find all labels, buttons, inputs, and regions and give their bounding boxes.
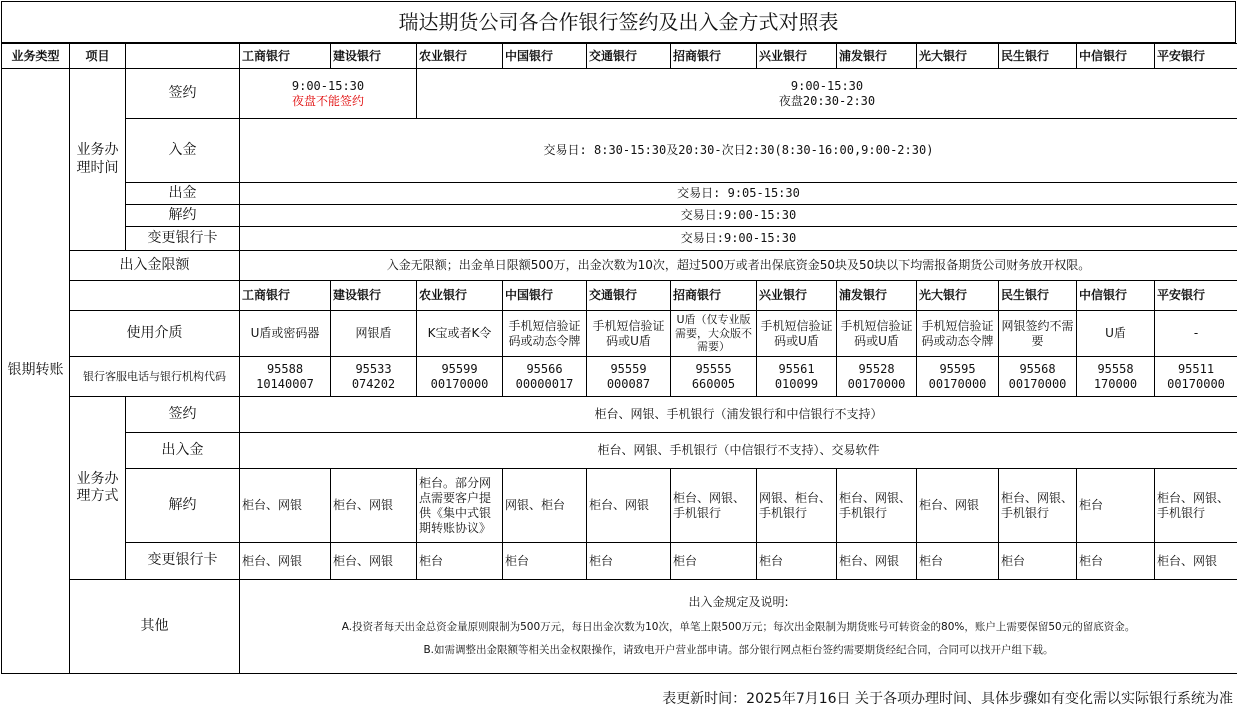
org-code: 660005 [691,376,736,391]
table-row [2,227,1237,251]
other-notes [240,580,1237,674]
org-code: 00000017 [515,376,574,391]
bank-code-cell [1155,357,1237,397]
org-code: 00170000 [928,376,987,391]
bank-header: 平安银行 [1155,281,1237,311]
org-code: 170000 [1093,376,1138,391]
change-method-cell: 柜台 [417,543,503,580]
table-row [2,251,1237,281]
row-label: 其他 [70,580,240,674]
change-method-cell: 柜台 [999,543,1077,580]
cancel-method-cell: 柜台、网银 [240,469,331,543]
change-time: 交易日:9:00-15:30 [240,227,1237,251]
phone: 95558 [1097,361,1134,376]
withdraw-time: 交易日: 9:05-15:30 [240,183,1237,205]
cancel-method-cell: 柜台、网银 [331,469,417,543]
phone: 95533 [355,361,392,376]
row-label: 银行客服电话与银行机构代码 [70,357,240,397]
phone: 95599 [441,361,478,376]
notes-heading: 出入金规定及说明: [688,595,789,610]
change-method-cell: 柜台 [1077,543,1155,580]
row-label: 出入金限额 [70,251,240,281]
org-code: 00170000 [1008,376,1067,391]
row-label: 出入金 [126,433,240,469]
media-cell: U盾（仅专业版需要，大众版不需要） [671,311,757,357]
bank-header: 浦发银行 [837,44,917,69]
cancel-method-cell: 网银、柜台 [503,469,587,543]
media-cell: 手机短信验证码或动态令牌 [917,311,999,357]
row-label: 入金 [126,119,240,183]
note-a: A.投资者每天出金总资金量原则限制为500万元，每日出金次数为10次，单笔上限500万元；每次出金限制为期货账号可转资金的80%，账户上需要保留50元的留底资金。 [341,620,1136,633]
org-code: 010099 [774,376,819,391]
cancel-method-cell: 柜台、网银 [917,469,999,543]
blank-header [126,44,240,69]
bank-header: 兴业银行 [757,281,837,311]
update-note: 表更新时间：2025年7月16日 关于各项办理时间、具体步骤如有变化需以实际银行系统为准 [662,691,1233,707]
sign-method: 柜台、网银、手机银行（浦发银行和中信银行不支持） [240,397,1237,433]
bank-code-cell [999,357,1077,397]
sign-time-others [417,69,1237,119]
change-method-cell: 柜台、网银 [331,543,417,580]
bank-header: 招商银行 [671,281,757,311]
org-code: 074202 [351,376,396,391]
bank-header: 光大银行 [917,44,999,69]
change-method-cell: 柜台 [671,543,757,580]
cancel-method-cell: 柜台。部分网点需要客户提供《集中式银期转账协议》 [417,469,503,543]
row-label: 变更银行卡 [126,543,240,580]
bank-header: 中信银行 [1077,281,1155,311]
org-code: 00170000 [847,376,906,391]
media-cell: 网银签约不需要 [999,311,1077,357]
change-method-cell: 柜台、网银 [240,543,331,580]
row-label: 变更银行卡 [126,227,240,251]
cancel-time: 交易日:9:00-15:30 [240,205,1237,227]
table-row [2,183,1237,205]
media-cell: K宝或者K令 [417,311,503,357]
org-code: 00170000 [1167,376,1225,391]
bank-header: 平安银行 [1155,44,1237,69]
sign-night-note: 夜盘不能签约 [291,93,364,108]
row-label: 解约 [126,469,240,543]
media-cell: 手机短信验证码或U盾 [837,311,917,357]
row-label: 出金 [126,183,240,205]
row-label: 使用介质 [70,311,240,357]
bank-header-row [2,281,1237,311]
table-row [2,69,1237,119]
cancel-method-cell: 柜台、网银、手机银行 [999,469,1077,543]
bank-header: 建设银行 [331,281,417,311]
bank-code-cell [240,357,331,397]
change-method-cell: 柜台 [503,543,587,580]
bank-header: 光大银行 [917,281,999,311]
org-code: 00170000 [430,376,489,391]
table-row [2,397,1237,433]
bank-header: 中国银行 [503,44,587,69]
table-row [2,469,1237,543]
sign-night-time: 夜盘20:30-2:30 [778,93,876,108]
row-label: 签约 [126,397,240,433]
table-row [2,311,1237,357]
bank-header: 交通银行 [587,281,671,311]
comparison-table [1,43,1237,674]
sign-time: 9:00-15:30 [790,78,864,93]
change-method-cell: 柜台 [757,543,837,580]
bank-header: 招商银行 [671,44,757,69]
bank-header: 农业银行 [417,281,503,311]
bank-code-cell [587,357,671,397]
phone: 95559 [610,361,647,376]
media-cell: 网银盾 [331,311,417,357]
methods-group-label: 业务办理方式 [70,397,126,580]
note-b: B.如需调整出金限额等相关出金权限操作，请致电开户营业部申请。部分银行网点柜台签约需要期货经纪合同，合同可以找开户组下载。 [423,644,1054,657]
bank-header: 工商银行 [240,281,331,311]
limit-text: 入金无限额；出金单日限额500万，出金次数为10次，超过500万或者出保底资金50块及50块以下均需报备期货公司财务放开权限。 [240,251,1237,281]
table-row [2,543,1237,580]
bank-code-cell [757,357,837,397]
change-method-cell: 柜台 [917,543,999,580]
phone: 95555 [695,361,732,376]
table-row [2,433,1237,469]
cancel-method-cell: 网银、柜台、手机银行 [757,469,837,543]
table-row [2,205,1237,227]
bank-code-cell [503,357,587,397]
bank-header: 民生银行 [999,44,1077,69]
category-label: 银期转账 [2,69,70,674]
media-cell: U盾或密码器 [240,311,331,357]
bank-code-cell [417,357,503,397]
bank-header: 民生银行 [999,281,1077,311]
table-row [2,357,1237,397]
media-cell: 手机短信验证码或U盾 [757,311,837,357]
org-code: 000087 [606,376,651,391]
sign-time-gonghang-jianhang [240,69,417,119]
bank-header: 浦发银行 [837,281,917,311]
row-label: 签约 [126,69,240,119]
bank-header: 中信银行 [1077,44,1155,69]
item-header: 项目 [70,44,126,69]
media-cell: - [1155,311,1237,357]
cancel-method-cell: 柜台、网银 [587,469,671,543]
cancel-method-cell: 柜台 [1077,469,1155,543]
phone: 95568 [1019,361,1056,376]
row-label: 解约 [126,205,240,227]
bank-header: 兴业银行 [757,44,837,69]
bank-code-cell [1077,357,1155,397]
media-cell: U盾 [1077,311,1155,357]
change-method-cell: 柜台、网银 [1155,543,1237,580]
change-method-cell: 柜台、网银 [837,543,917,580]
bank-header: 交通银行 [587,44,671,69]
phone: 95561 [778,361,815,376]
media-cell: 手机短信验证码或U盾 [587,311,671,357]
change-method-cell: 柜台 [587,543,671,580]
bank-header: 农业银行 [417,44,503,69]
phone: 95595 [939,361,976,376]
sign-time: 9:00-15:30 [291,78,365,93]
header-row [2,44,1237,69]
bank-header: 工商银行 [240,44,331,69]
deposit-time: 交易日: 8:30-15:30及20:30-次日2:30(8:30-16:00,9:00-2:30) [240,119,1237,183]
inout-method: 柜台、网银、手机银行（中信银行不支持）、交易软件 [240,433,1237,469]
bank-header: 建设银行 [331,44,417,69]
page-title: 瑞达期货公司各合作银行签约及出入金方式对照表 [1,1,1236,43]
bank-code-cell [671,357,757,397]
table-row [2,119,1237,183]
cancel-method-cell: 柜台、网银、手机银行 [1155,469,1237,543]
media-cell: 手机短信验证码或动态令牌 [503,311,587,357]
cancel-method-cell: 柜台、网银、手机银行 [837,469,917,543]
bank-code-cell [331,357,417,397]
phone: 95588 [266,361,304,376]
bank-header: 中国银行 [503,281,587,311]
phone: 95566 [526,361,563,376]
cancel-method-cell: 柜台、网银、手机银行 [671,469,757,543]
bank-code-cell [917,357,999,397]
phone: 95528 [858,361,895,376]
bank-code-cell [837,357,917,397]
business-type-header: 业务类型 [2,44,70,69]
phone: 95511 [1177,361,1215,376]
org-code: 10140007 [256,376,314,391]
table-row [2,580,1237,674]
blank-header [70,281,240,311]
hours-group-label: 业务办理时间 [70,69,126,251]
